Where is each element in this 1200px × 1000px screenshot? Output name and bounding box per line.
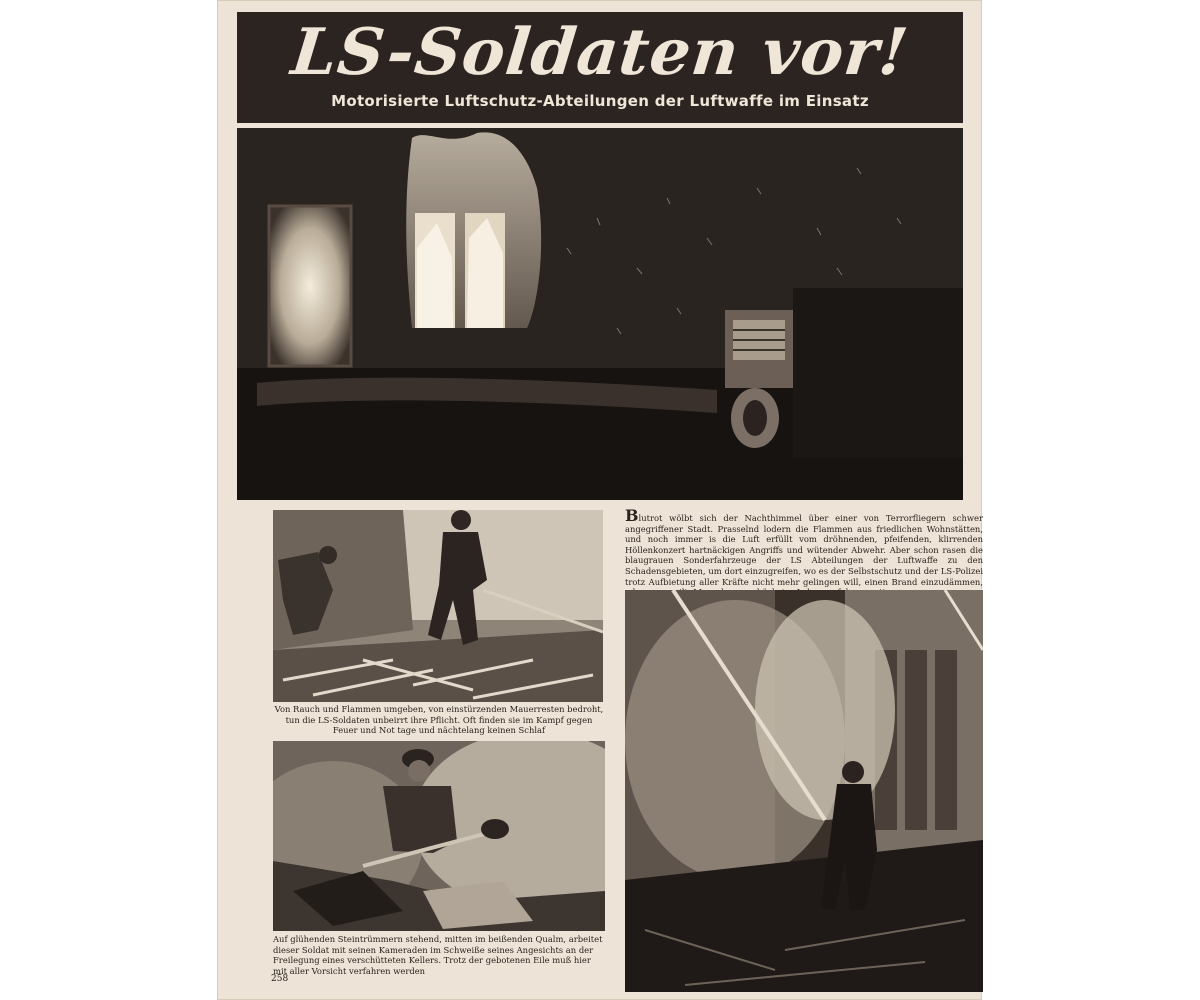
photo-soldier-shoveling: [273, 741, 605, 931]
article-dropcap: B: [625, 506, 639, 525]
article-text: [625, 506, 983, 598]
magazine-page: [217, 0, 982, 1000]
caption-photo-a: Von Rauch und Flammen umgeben, von einstürzenden Mauerresten bedroht, tun die LS-Soldaten unbeirrt ihre Pflicht. Oft finden sie im Kampf gegen Feuer und Not tage und nächtelang keinen Schlaf: [274, 704, 604, 736]
photo-firefighter-rubble: [273, 510, 603, 702]
photo-hose-facade: [625, 590, 983, 992]
page-subtitle: Motorisierte Luftschutz-Abteilungen der Luftwaffe im Einsatz: [331, 92, 869, 110]
page-title: LS-Soldaten vor!: [287, 15, 913, 90]
caption-photo-b: Auf glühenden Steintrümmern stehend, mitten im beißenden Qualm, arbeitet dieser Soldat mit seinen Kameraden im Schweiße seines Angesichts an der Freilegung eines verschütteten Kellers. Trotz der gebotenen Eile muß hier mit aller Vorsicht verfahren werden: [273, 934, 603, 976]
photo-burning-building: [237, 128, 963, 500]
page-number: 258: [271, 974, 289, 984]
title-banner: [237, 12, 963, 123]
article-body: lutrot wölbt sich der Nachthimmel über einer von Terrorfliegern schwer angegriffener Stadt. Prasselnd lodern die Flammen aus friedlichen Wohnstätten, und noch immer is die Luft erfüllt vom dröhnenden, pfeifenden, klirrenden Höllenkonzert hartnäckigen Angriffs und wütender Abwehr. Aber schon rasen die blaugrauen Sonderfahrzeuge der LS Abteilungen der Luftwaffe zu den Schadensgebieten, um dort einzugreifen, wo es der Selbstschutz und der LS-Polizei trotz Aufbietung aller Kräfte nicht mehr gelingen will, einen Brand einzudämmen,: [625, 513, 983, 587]
